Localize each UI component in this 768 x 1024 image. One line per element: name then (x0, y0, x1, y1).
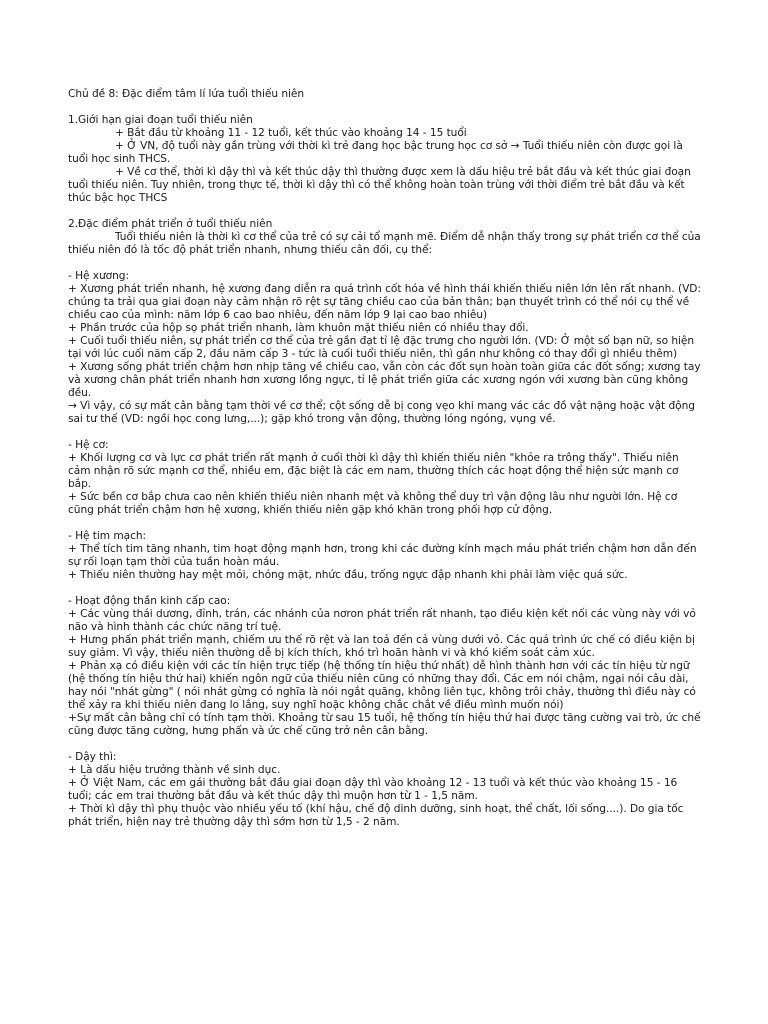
paragraph: + Bắt đầu từ khoảng 11 - 12 tuổi, kết thúc vào khoảng 14 - 15 tuổi (115, 127, 467, 139)
paragraph: + Phản xạ có điều kiện với các tín hiện trực tiếp (hệ thống tín hiệu thứ nhất) dễ hình thành hơn với các tín hiệu từ ngữ (hệ thống tín hiệu thứ hai) khiến ngôn ngữ của thiếu niên cũng có những thay đổi. Các em nói chậm, ngại nói câu dài, hay nói "nhát gừng" ( nói nhát gừng có nghĩa là nói ngắt quãng, không liên tục, không trôi chảy, thường thì điều này có thể xảy ra khi thiếu niên đang lo lắng, suy nghĩ hoặc không chắc chắt về điều mình muốn nói) (68, 660, 696, 711)
section-heading: 2.Đặc điểm phát triển ở tuổi thiếu niên (68, 218, 273, 230)
document-page (68, 88, 704, 829)
subsection-heading: - Dậy thì: (68, 751, 117, 763)
spacer (68, 738, 704, 751)
paragraph: + Thời kì dậy thì phụ thuộc vào nhiều yếu tố (khí hậu, chế độ dinh dưỡng, sinh hoạt, thể chất, lối sống....). Do gia tốc phát triển, hiện nay trẻ thường dậy thì sớm hơn từ 1,5 - 2 năm. (68, 803, 684, 828)
spacer (68, 426, 704, 439)
spacer (68, 205, 704, 218)
paragraph: + Về cơ thể, thời kì dậy thì và kết thúc dậy thì thường được xem là dấu hiệu trẻ bắt đầu và kết thúc giai đoạn tuổi thiếu niên. Tuy nhiên, trong thực tế, thời kì dậy thì có thể không hoàn toàn trùng với thời điểm trẻ bắt đầu và kết thúc bậc học THCS (68, 166, 691, 204)
paragraph: + Ở VN, độ tuổi này gần trùng với thời kì trẻ đang học bậc trung học cơ sở → Tuổi thiếu niên còn được gọi là tuổi học sinh THCS. (68, 140, 683, 165)
subsection-heading: - Hoạt động thần kinh cấp cao: (68, 595, 231, 607)
subsection-heading: - Hệ xương: (68, 270, 129, 282)
spacer (68, 517, 704, 530)
subsection-heading: - Hệ cơ: (68, 439, 109, 451)
paragraph: + Xương sống phát triển chậm hơn nhịp tăng về chiều cao, vẫn còn các đốt sụn hoàn toàn giữa các đốt sống; xương tay và xương chân phát triển nhanh hơn xương lồng ngực, tỉ lệ phát triển giữa các xương ngón với xương bàn cũng không đều. (68, 361, 701, 399)
paragraph: + Là dấu hiệu trưởng thành về sinh dục. (68, 764, 281, 776)
subsection-heading: - Hệ tim mạch: (68, 530, 147, 542)
section-heading: 1.Giới hạn giai đoạn tuổi thiếu niên (68, 114, 253, 126)
spacer (68, 101, 704, 114)
spacer (68, 582, 704, 595)
paragraph: +Sự mất cân bằng chỉ có tính tạm thời. Khoảng từ sau 15 tuổi, hệ thống tín hiệu thứ hai được tăng cường vai trò, ức chế cũng được tăng cường, hưng phấn và ức chế cũng trở nên cân bằng. (68, 712, 701, 737)
paragraph: + Xương phát triển nhanh, hệ xương đang diễn ra quá trình cốt hóa về hình thái khiến thiếu niên lớn lên rất nhanh. (VD: chúng ta trải qua giai đoạn này cảm nhận rõ rệt sự tăng chiều cao của bản thân; bạn thuyết trình có thể nói cụ thể về chiều cao của mình: năm lớp 6 cao bao nhiêu, đến năm lớp 9 lại cao bao nhiêu) (68, 283, 701, 321)
paragraph: + Phần trước của hộp sọ phát triển nhanh, làm khuôn mặt thiếu niên có nhiều thay đổi. (68, 322, 529, 334)
paragraph: + Thiếu niên thường hay mệt mỏi, chóng mặt, nhức đầu, trống ngực đập nhanh khi phải làm việc quá sức. (68, 569, 628, 581)
paragraph: → Vì vậy, có sự mất cân bằng tạm thời về cơ thể; cột sống dễ bị cong vẹo khi mang vác các đồ vật nặng hoặc vật động sai tư thế (VD: ngồi học cong lưng,...); gặp khó trong vận động, thường lóng ngóng, vụng về. (68, 400, 695, 425)
paragraph: + Khối lượng cơ và lực cơ phát triển rất mạnh ở cuối thời kì dậy thì khiến thiếu niên "khỏe ra trông thấy". Thiếu niên cảm nhận rõ sức mạnh cơ thể, nhiều em, đặc biệt là các em nam, thường thích các hoạt động thể hiện sức mạnh cơ bắp. (68, 452, 679, 490)
paragraph: + Ở Việt Nam, các em gái thường bắt đầu giai đoạn dậy thì vào khoảng 12 - 13 tuổi và kết thúc vào khoảng 15 - 16 tuổi; các em trai thường bắt đầu và kết thúc dậy thì muộn hơn từ 1 - 1,5 năm. (68, 777, 678, 802)
document-title: Chủ đề 8: Đặc điểm tâm lí lứa tuổi thiếu niên (68, 88, 305, 100)
paragraph: + Sức bền cơ bắp chưa cao nên khiến thiếu niên nhanh mệt và không thể duy trì vận động lâu như người lớn. Hệ cơ cũng phát triển chậm hơn hệ xương, khiến thiếu niên gặp khó khăn trong phối hợp cử động. (68, 491, 678, 516)
spacer (68, 257, 704, 270)
paragraph: + Cuối tuổi thiếu niên, sự phát triển cơ thể của trẻ gần đạt tỉ lệ đặc trưng cho người lớn. (VD: Ở một số bạn nữ, so hiện tại với lúc cuối năm cấp 2, đầu năm cấp 3 - tức là cuối tuổi thiếu niên, thì gần như không có thay đổi gì nhiều thêm) (68, 335, 695, 360)
paragraph: + Các vùng thái dương, đỉnh, trán, các nhánh của nơron phát triển rất nhanh, tạo điều kiện kết nối các vùng này với vỏ não và hình thành các chức năng trí tuệ. (68, 608, 696, 633)
paragraph: + Hưng phấn phát triển mạnh, chiếm ưu thế rõ rệt và lan toả đến cả vùng dưới vỏ. Các quá trình ức chế có điều kiện bị suy giảm. Vì vậy, thiếu niên thường dễ bị kích thích, khó trì hoãn hành vi và khó kiểm soát cảm xúc. (68, 634, 695, 659)
paragraph: + Thể tích tim tăng nhanh, tim hoạt động mạnh hơn, trong khi các đường kính mạch máu phát triển chậm hơn dẫn đến sự rối loạn tạm thời của tuần hoàn máu. (68, 543, 697, 568)
paragraph: Tuổi thiếu niên là thời kì cơ thể của trẻ có sự cải tổ mạnh mẽ. Điểm dễ nhận thấy trong sự phát triển cơ thể của thiếu niên đó là tốc độ phát triển nhanh, nhưng thiếu cân đối, cụ thể: (68, 231, 701, 256)
